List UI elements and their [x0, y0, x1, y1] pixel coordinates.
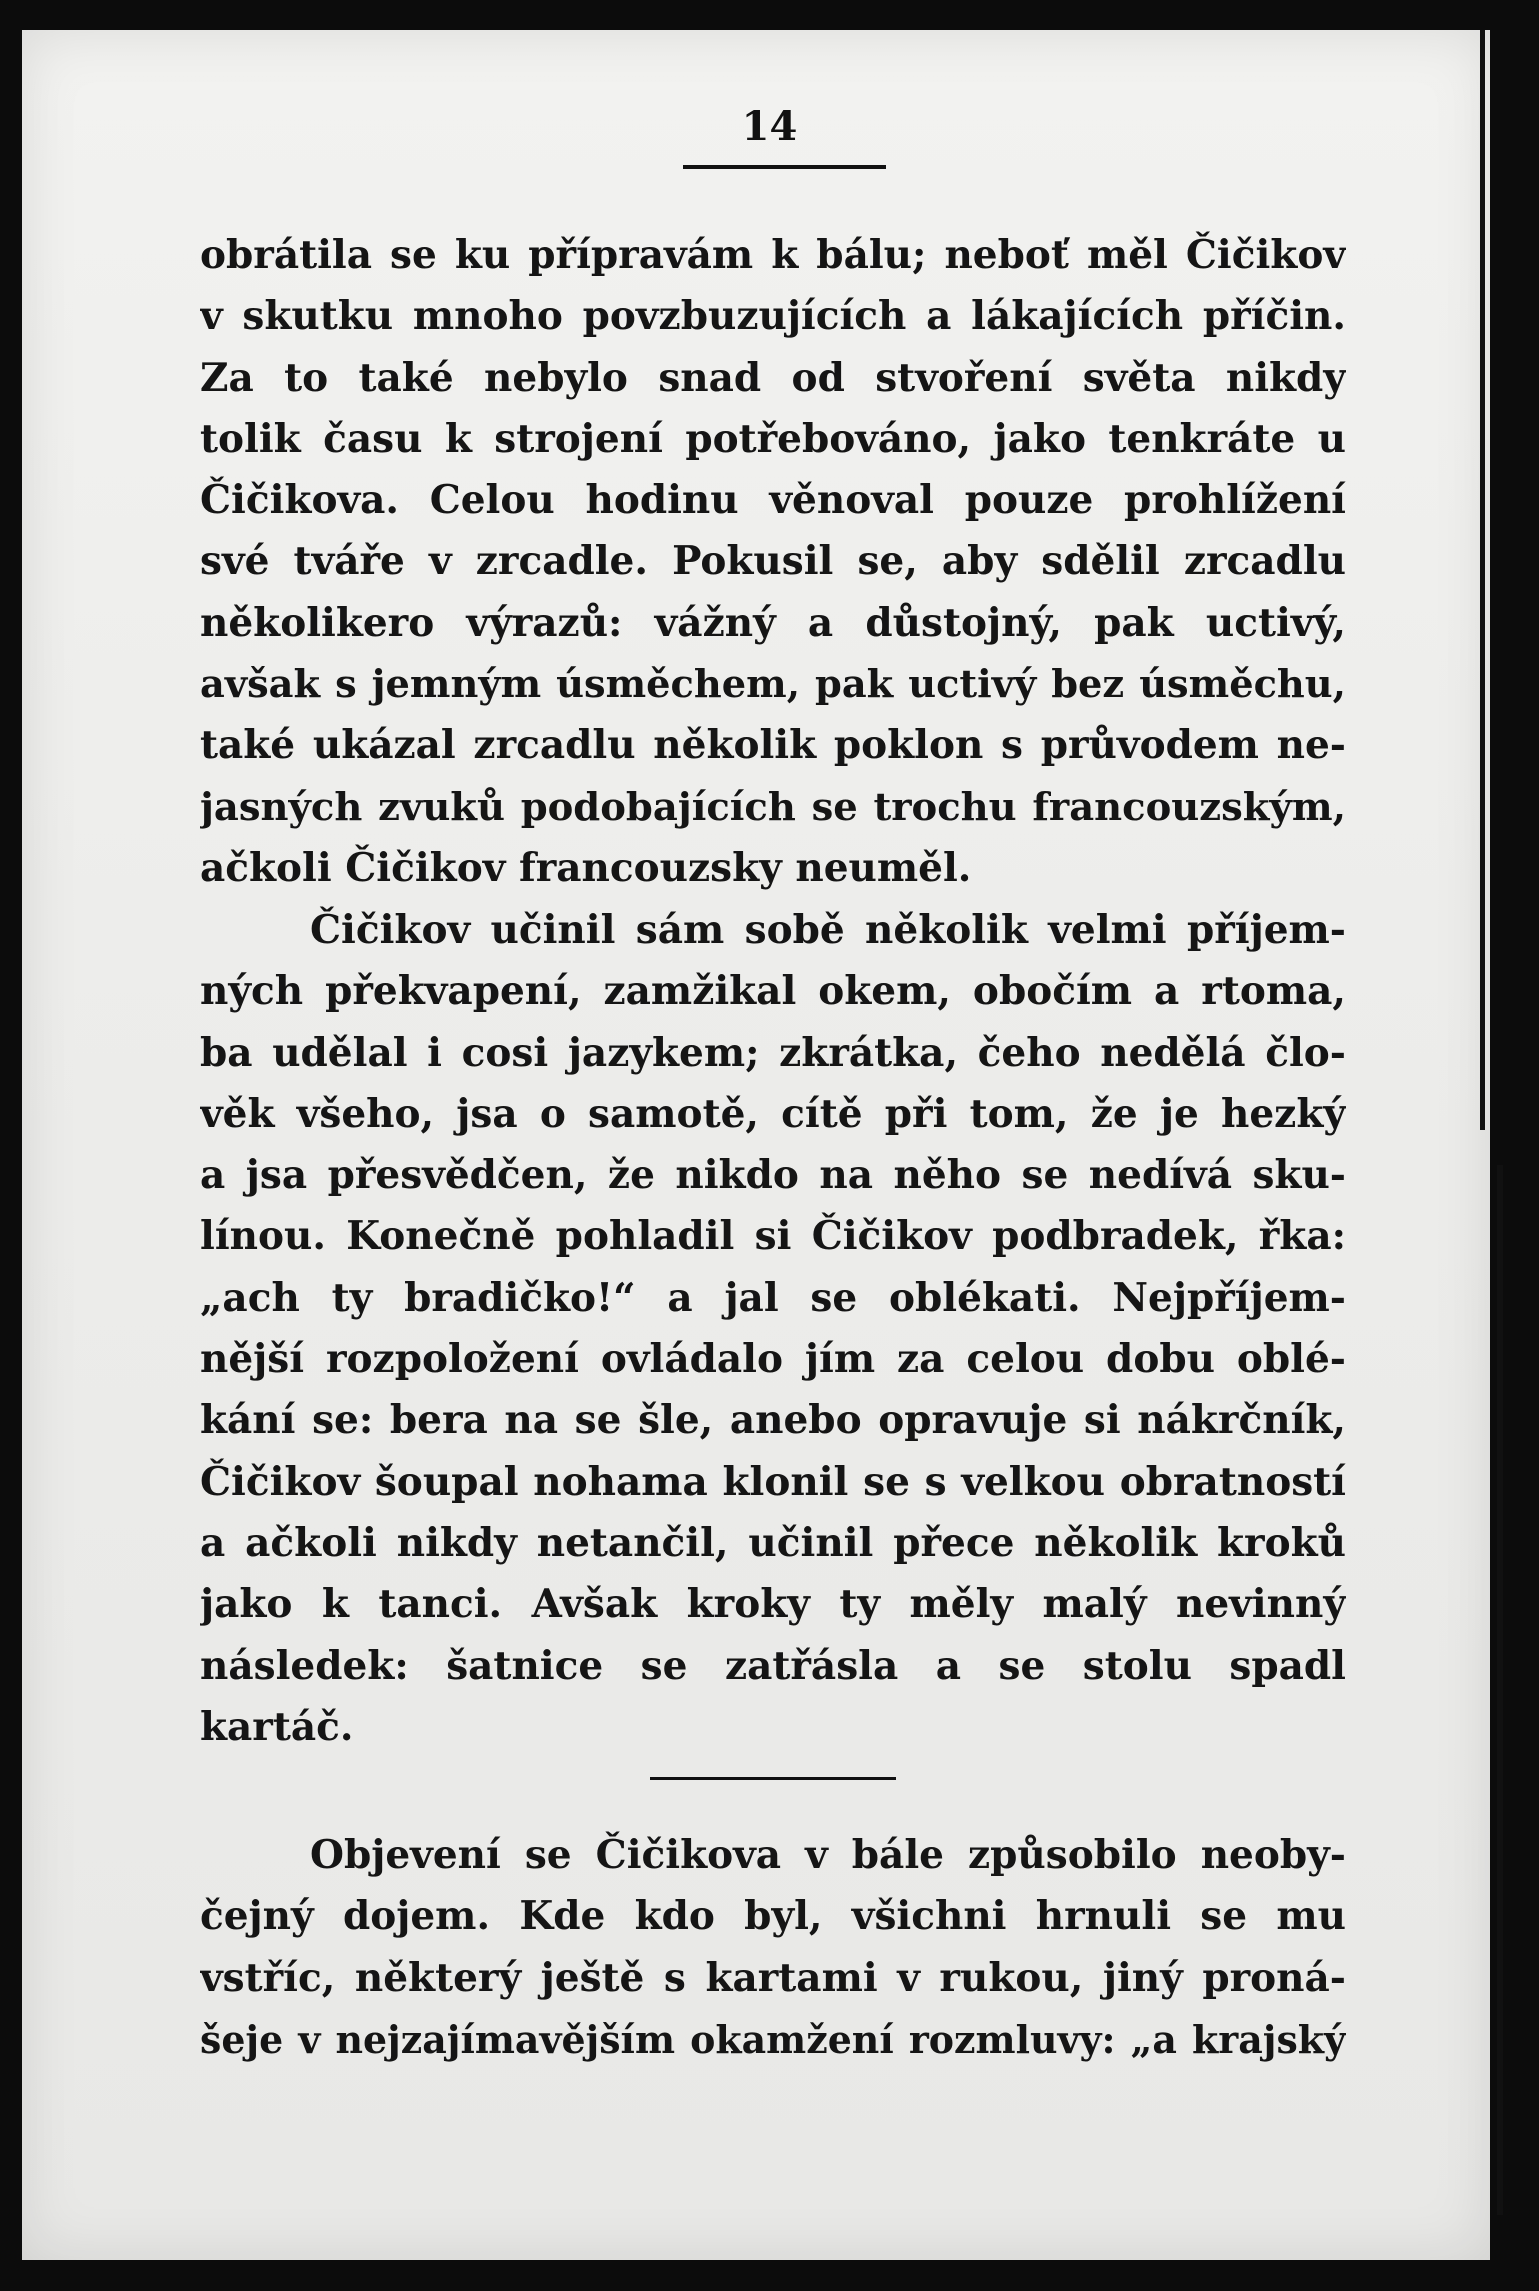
text-line: kání se: bera na se šle, anebo opravuje si nákrčník,: [200, 1397, 1346, 1444]
text-line: následek: šatnice se zatřásla a se stolu spadl: [200, 1642, 1346, 1689]
page-number-rule: [683, 165, 886, 169]
paragraph-3: [200, 1825, 1346, 2070]
text-line: Čičikova. Celou hodinu věnoval pouze prohlížení: [200, 477, 1346, 524]
text-line: obrátila se ku přípravám k bálu; neboť měl Čičikov: [200, 232, 1346, 278]
text-line: avšak s jemným úsměchem, pak uctivý bez úsměchu,: [200, 662, 1346, 708]
text-line: věk všeho, jsa o samotě, cítě při tom, že je hezký: [200, 1090, 1346, 1137]
text-line: „ach ty bradičko!“ a jal se oblékati. Nejpříjem-: [200, 1274, 1346, 1321]
text-line: kartáč.: [200, 1703, 354, 1750]
text-line: šeje v nejzajímavějším okamžení rozmluvy: „a krajský: [200, 2016, 1346, 2062]
page-edge-rule: [1480, 30, 1485, 1130]
text-line: ačkoli Čičikov francouzsky neuměl.: [200, 844, 972, 891]
text-line: línou. Konečně pohladil si Čičikov podbradek, řka:: [200, 1213, 1346, 1260]
paragraph-2: [200, 900, 1346, 1758]
text-line: vstříc, některý ještě s kartami v rukou, jiný proná-: [200, 1954, 1346, 2001]
text-line: Čičikov učinil sám sobě několik velmi příjem-: [310, 907, 1346, 953]
page-edge-rule-lower: [1497, 1165, 1503, 2215]
text-line: čejný dojem. Kde kdo byl, všichni hrnuli se mu: [200, 1893, 1346, 1940]
text-line: a jsa přesvědčen, že nikdo na něho se nedívá sku-: [200, 1152, 1346, 1199]
text-line: několikero výrazů: vážný a důstojný, pak uctivý,: [200, 599, 1346, 646]
text-line: v skutku mnoho povzbuzujících a lákajících příčin.: [200, 293, 1346, 340]
text-line: ných překvapení, zamžikal okem, obočím a rtoma,: [200, 968, 1346, 1015]
text-line: a ačkoli nikdy netančil, učinil přece několik kroků: [200, 1519, 1346, 1566]
text-line: tolik času k strojení potřebováno, jako tenkráte u: [200, 415, 1346, 462]
section-divider: [650, 1777, 896, 1780]
text-line: také ukázal zrcadlu několik poklon s průvodem ne-: [200, 722, 1346, 769]
text-line: ba udělal i cosi jazykem; zkrátka, čeho nedělá člo-: [200, 1029, 1346, 1076]
paragraph-1: [200, 225, 1346, 899]
text-line: jasných zvuků podobajících se trochu francouzským,: [200, 784, 1346, 830]
text-line: Čičikov šoupal nohama klonil se s velkou obratností: [200, 1458, 1346, 1505]
text-line: své tváře v zrcadle. Pokusil se, aby sdělil zrcadlu: [200, 538, 1346, 585]
text-line: jako k tanci. Avšak kroky ty měly malý nevinný: [200, 1581, 1346, 1628]
text-line: nější rozpoložení ovládalo jím za celou dobu oblé-: [200, 1336, 1346, 1383]
text-line: Objevení se Čičikova v bále způsobilo neoby-: [310, 1832, 1346, 1878]
text-line: Za to také nebylo snad od stvoření světa nikdy: [200, 354, 1346, 401]
page-number: 14: [741, 103, 798, 150]
